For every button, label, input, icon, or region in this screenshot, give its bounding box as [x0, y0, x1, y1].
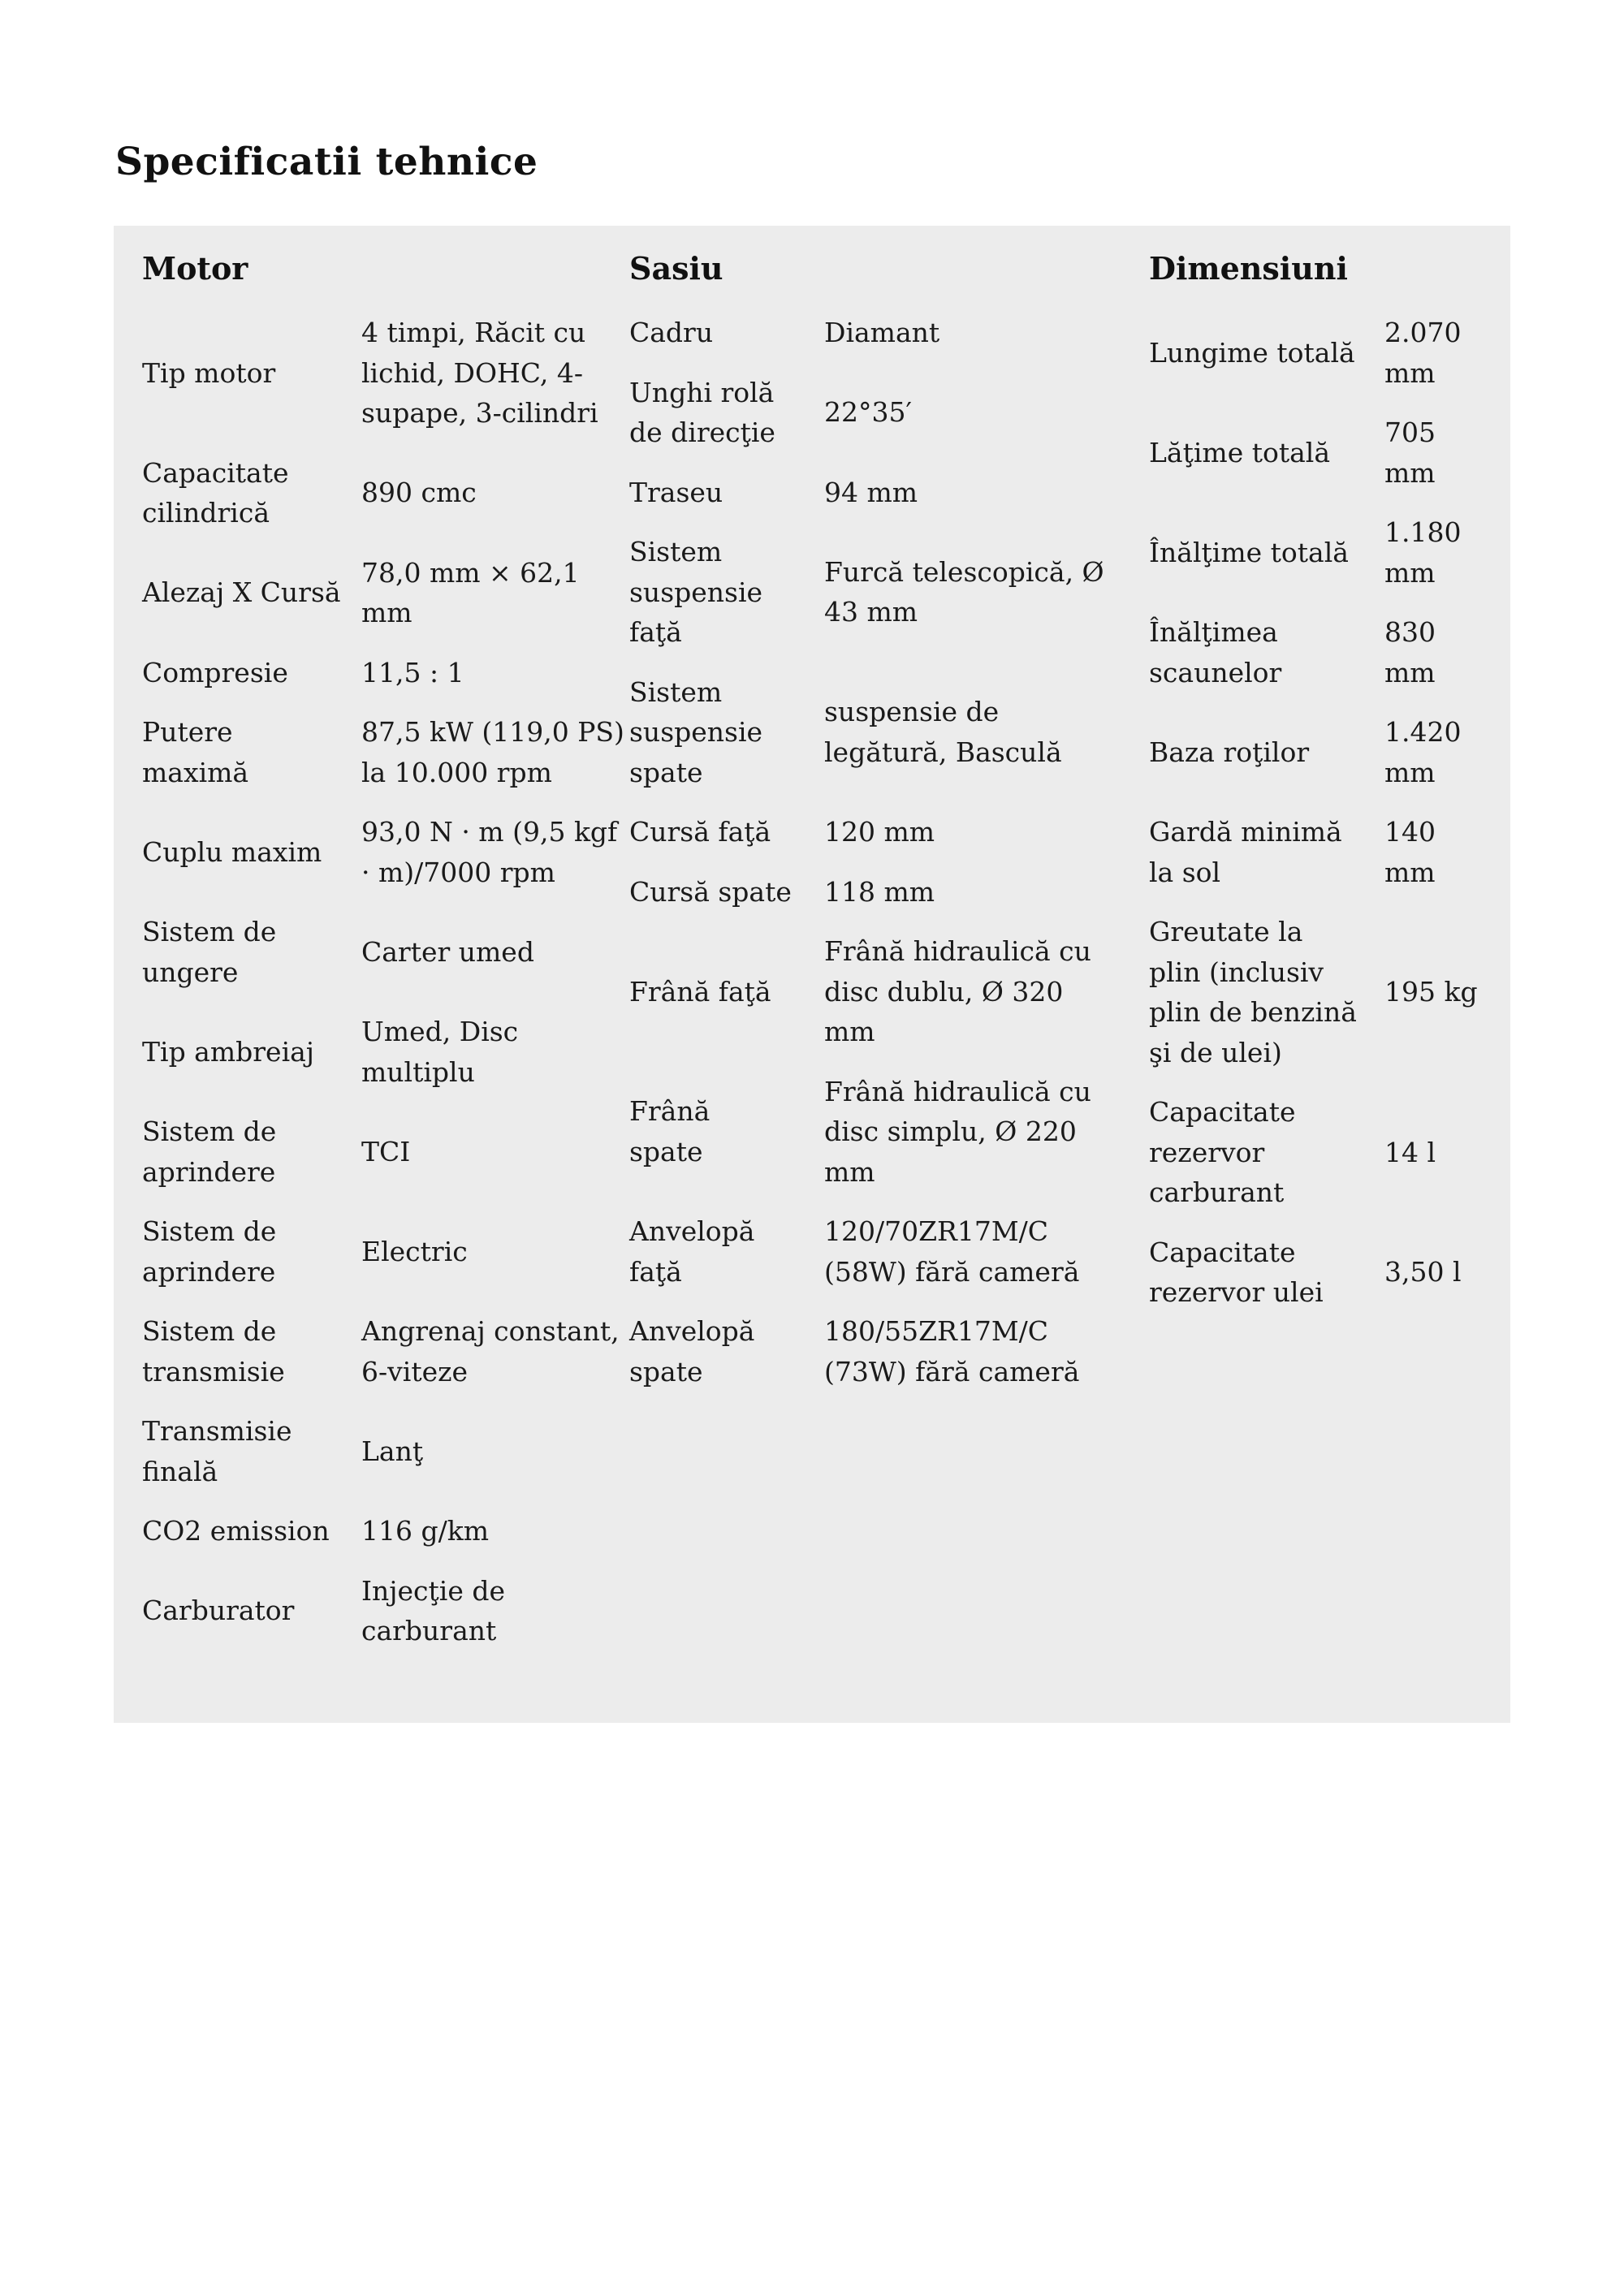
spec-value: 4 timpi, Răcit cu lichid, DOHC, 4-supape, 3-cilindri [361, 317, 598, 429]
spec-row [1149, 612, 1482, 693]
spec-label: Cadru [629, 317, 714, 348]
spec-label: Cursă spate [629, 875, 792, 908]
spec-value: 93,0 N · m (9,5 kgf · m)/7000 rpm [361, 816, 618, 888]
spec-label: Traseu [629, 476, 723, 508]
spec-section-motor [142, 247, 629, 1671]
spec-value: 830 mm [1384, 616, 1436, 688]
spec-value: 22°35′ [824, 396, 912, 429]
spec-row [629, 812, 1149, 852]
spec-value: 120/70ZR17M/C (58W) fără cameră [824, 1215, 1080, 1288]
spec-label: Transmisie finală [142, 1415, 292, 1487]
spec-value: Carter umed [361, 935, 534, 968]
spec-value: 140 mm [1384, 816, 1436, 888]
spec-label: Cuplu maxim [142, 835, 322, 868]
spec-label: Capacitate rezervor ulei [1149, 1236, 1324, 1308]
spec-value: Frână hidraulică cu disc dublu, Ø 320 mm [824, 935, 1091, 1047]
spec-row [1149, 912, 1482, 1072]
spec-value: Lanţ [361, 1435, 424, 1467]
section-heading-sasiu: Sasiu [629, 250, 723, 287]
spec-value: Frână hidraulică cu disc simplu, Ø 220 mm [824, 1075, 1091, 1188]
spec-label: Sistem de transmisie [142, 1315, 285, 1388]
page-title: Specificatii tehnice [115, 140, 538, 184]
specs-columns [142, 247, 1482, 1671]
spec-rows-sasiu [629, 313, 1149, 1392]
spec-section-sasiu [629, 247, 1149, 1671]
spec-value: Electric [361, 1235, 468, 1267]
spec-row [629, 373, 1149, 453]
spec-row [629, 672, 1149, 793]
spec-row [1149, 1092, 1482, 1213]
spec-row [629, 1211, 1149, 1292]
specs-panel [114, 226, 1510, 1723]
spec-value: 2.070 mm [1384, 317, 1462, 389]
spec-row [142, 313, 629, 434]
spec-section-dimensiuni [1149, 247, 1482, 1671]
spec-label: Sistem de ungere [142, 916, 277, 988]
spec-row [142, 1511, 629, 1552]
spec-label: Lăţime totală [1149, 436, 1331, 468]
section-heading-motor: Motor [142, 250, 248, 287]
spec-value: 78,0 mm × 62,1 mm [361, 556, 580, 628]
spec-row [629, 1311, 1149, 1392]
spec-value: Umed, Disc multiplu [361, 1016, 519, 1088]
spec-value: TCI [361, 1135, 411, 1167]
spec-value: 705 mm [1384, 416, 1436, 489]
spec-value: 87,5 kW (119,0 PS) la 10.000 rpm [361, 716, 624, 788]
spec-value: 1.180 mm [1384, 516, 1462, 589]
spec-row [142, 1571, 629, 1651]
spec-row [1149, 712, 1482, 792]
spec-rows-motor [142, 313, 629, 1651]
spec-value: 14 l [1384, 1136, 1436, 1168]
spec-label: Cursă faţă [629, 816, 771, 848]
spec-label: Gardă minimă la sol [1149, 816, 1342, 888]
spec-label: Putere maximă [142, 716, 249, 788]
spec-row [629, 1072, 1149, 1193]
spec-row [142, 1012, 629, 1092]
spec-value: 118 mm [824, 875, 935, 908]
spec-row [1149, 313, 1482, 393]
spec-label: Tip motor [142, 356, 276, 389]
spec-row [629, 473, 1149, 513]
spec-row [142, 1411, 629, 1491]
spec-value: suspensie de legătură, Basculă [824, 696, 1062, 768]
spec-row [629, 532, 1149, 653]
spec-label: Unghi rolă de direcţie [629, 376, 775, 448]
spec-label: Lungime totală [1149, 336, 1355, 369]
spec-value: 94 mm [824, 476, 918, 508]
spec-value: 1.420 mm [1384, 716, 1462, 788]
spec-row [142, 653, 629, 693]
spec-value: 890 cmc [361, 477, 477, 509]
spec-row [142, 712, 629, 792]
spec-label: Compresie [142, 656, 288, 688]
spec-label: Carburator [142, 1595, 295, 1627]
spec-label: Sistem de aprindere [142, 1215, 277, 1288]
section-heading-dimensiuni: Dimensiuni [1149, 250, 1348, 287]
spec-row [629, 872, 1149, 913]
spec-label: Anvelopă faţă [629, 1215, 755, 1288]
spec-label: CO2 emission [142, 1515, 330, 1547]
spec-label: Capacitate cilindrică [142, 456, 289, 529]
spec-value: 180/55ZR17M/C (73W) fără cameră [824, 1315, 1080, 1388]
spec-label: Capacitate rezervor carburant [1149, 1096, 1296, 1208]
spec-value: 11,5 : 1 [361, 656, 464, 688]
spec-value: 116 g/km [361, 1515, 490, 1547]
spec-value: 120 mm [824, 816, 935, 848]
spec-label: Baza roţilor [1149, 736, 1310, 768]
spec-row [142, 1211, 629, 1292]
spec-row [142, 1111, 629, 1192]
spec-label: Înălţime totală [1149, 536, 1349, 568]
spec-row [142, 453, 629, 533]
spec-row [142, 812, 629, 892]
spec-value: Injecţie de carburant [361, 1574, 506, 1646]
spec-row [142, 1311, 629, 1392]
spec-value: Diamant [824, 317, 940, 348]
spec-label: Sistem suspensie spate [629, 675, 763, 788]
spec-row [629, 313, 1149, 353]
spec-row [629, 931, 1149, 1052]
spec-row [1149, 512, 1482, 593]
spec-rows-dimensiuni [1149, 313, 1482, 1313]
spec-value: 3,50 l [1384, 1256, 1462, 1288]
spec-label: Greutate la plin (inclusiv plin de benzină şi de ulei) [1149, 916, 1357, 1068]
spec-label: Tip ambreiaj [142, 1035, 315, 1068]
spec-value: 195 kg [1384, 976, 1478, 1008]
spec-row [1149, 1232, 1482, 1313]
spec-label: Înălţimea scaunelor [1149, 616, 1282, 688]
spec-label: Sistem de aprindere [142, 1116, 277, 1188]
spec-label: Alezaj X Cursă [142, 576, 341, 609]
spec-row [142, 912, 629, 992]
spec-row [142, 553, 629, 633]
spec-label: Frână spate [629, 1095, 710, 1167]
spec-row [1149, 412, 1482, 493]
spec-value: Angrenaj constant, 6-viteze [361, 1315, 620, 1388]
spec-row [1149, 812, 1482, 892]
spec-label: Sistem suspensie faţă [629, 536, 763, 648]
spec-value: Furcă telescopică, Ø 43 mm [824, 555, 1104, 628]
spec-label: Anvelopă spate [629, 1315, 755, 1388]
spec-label: Frână faţă [629, 975, 771, 1008]
